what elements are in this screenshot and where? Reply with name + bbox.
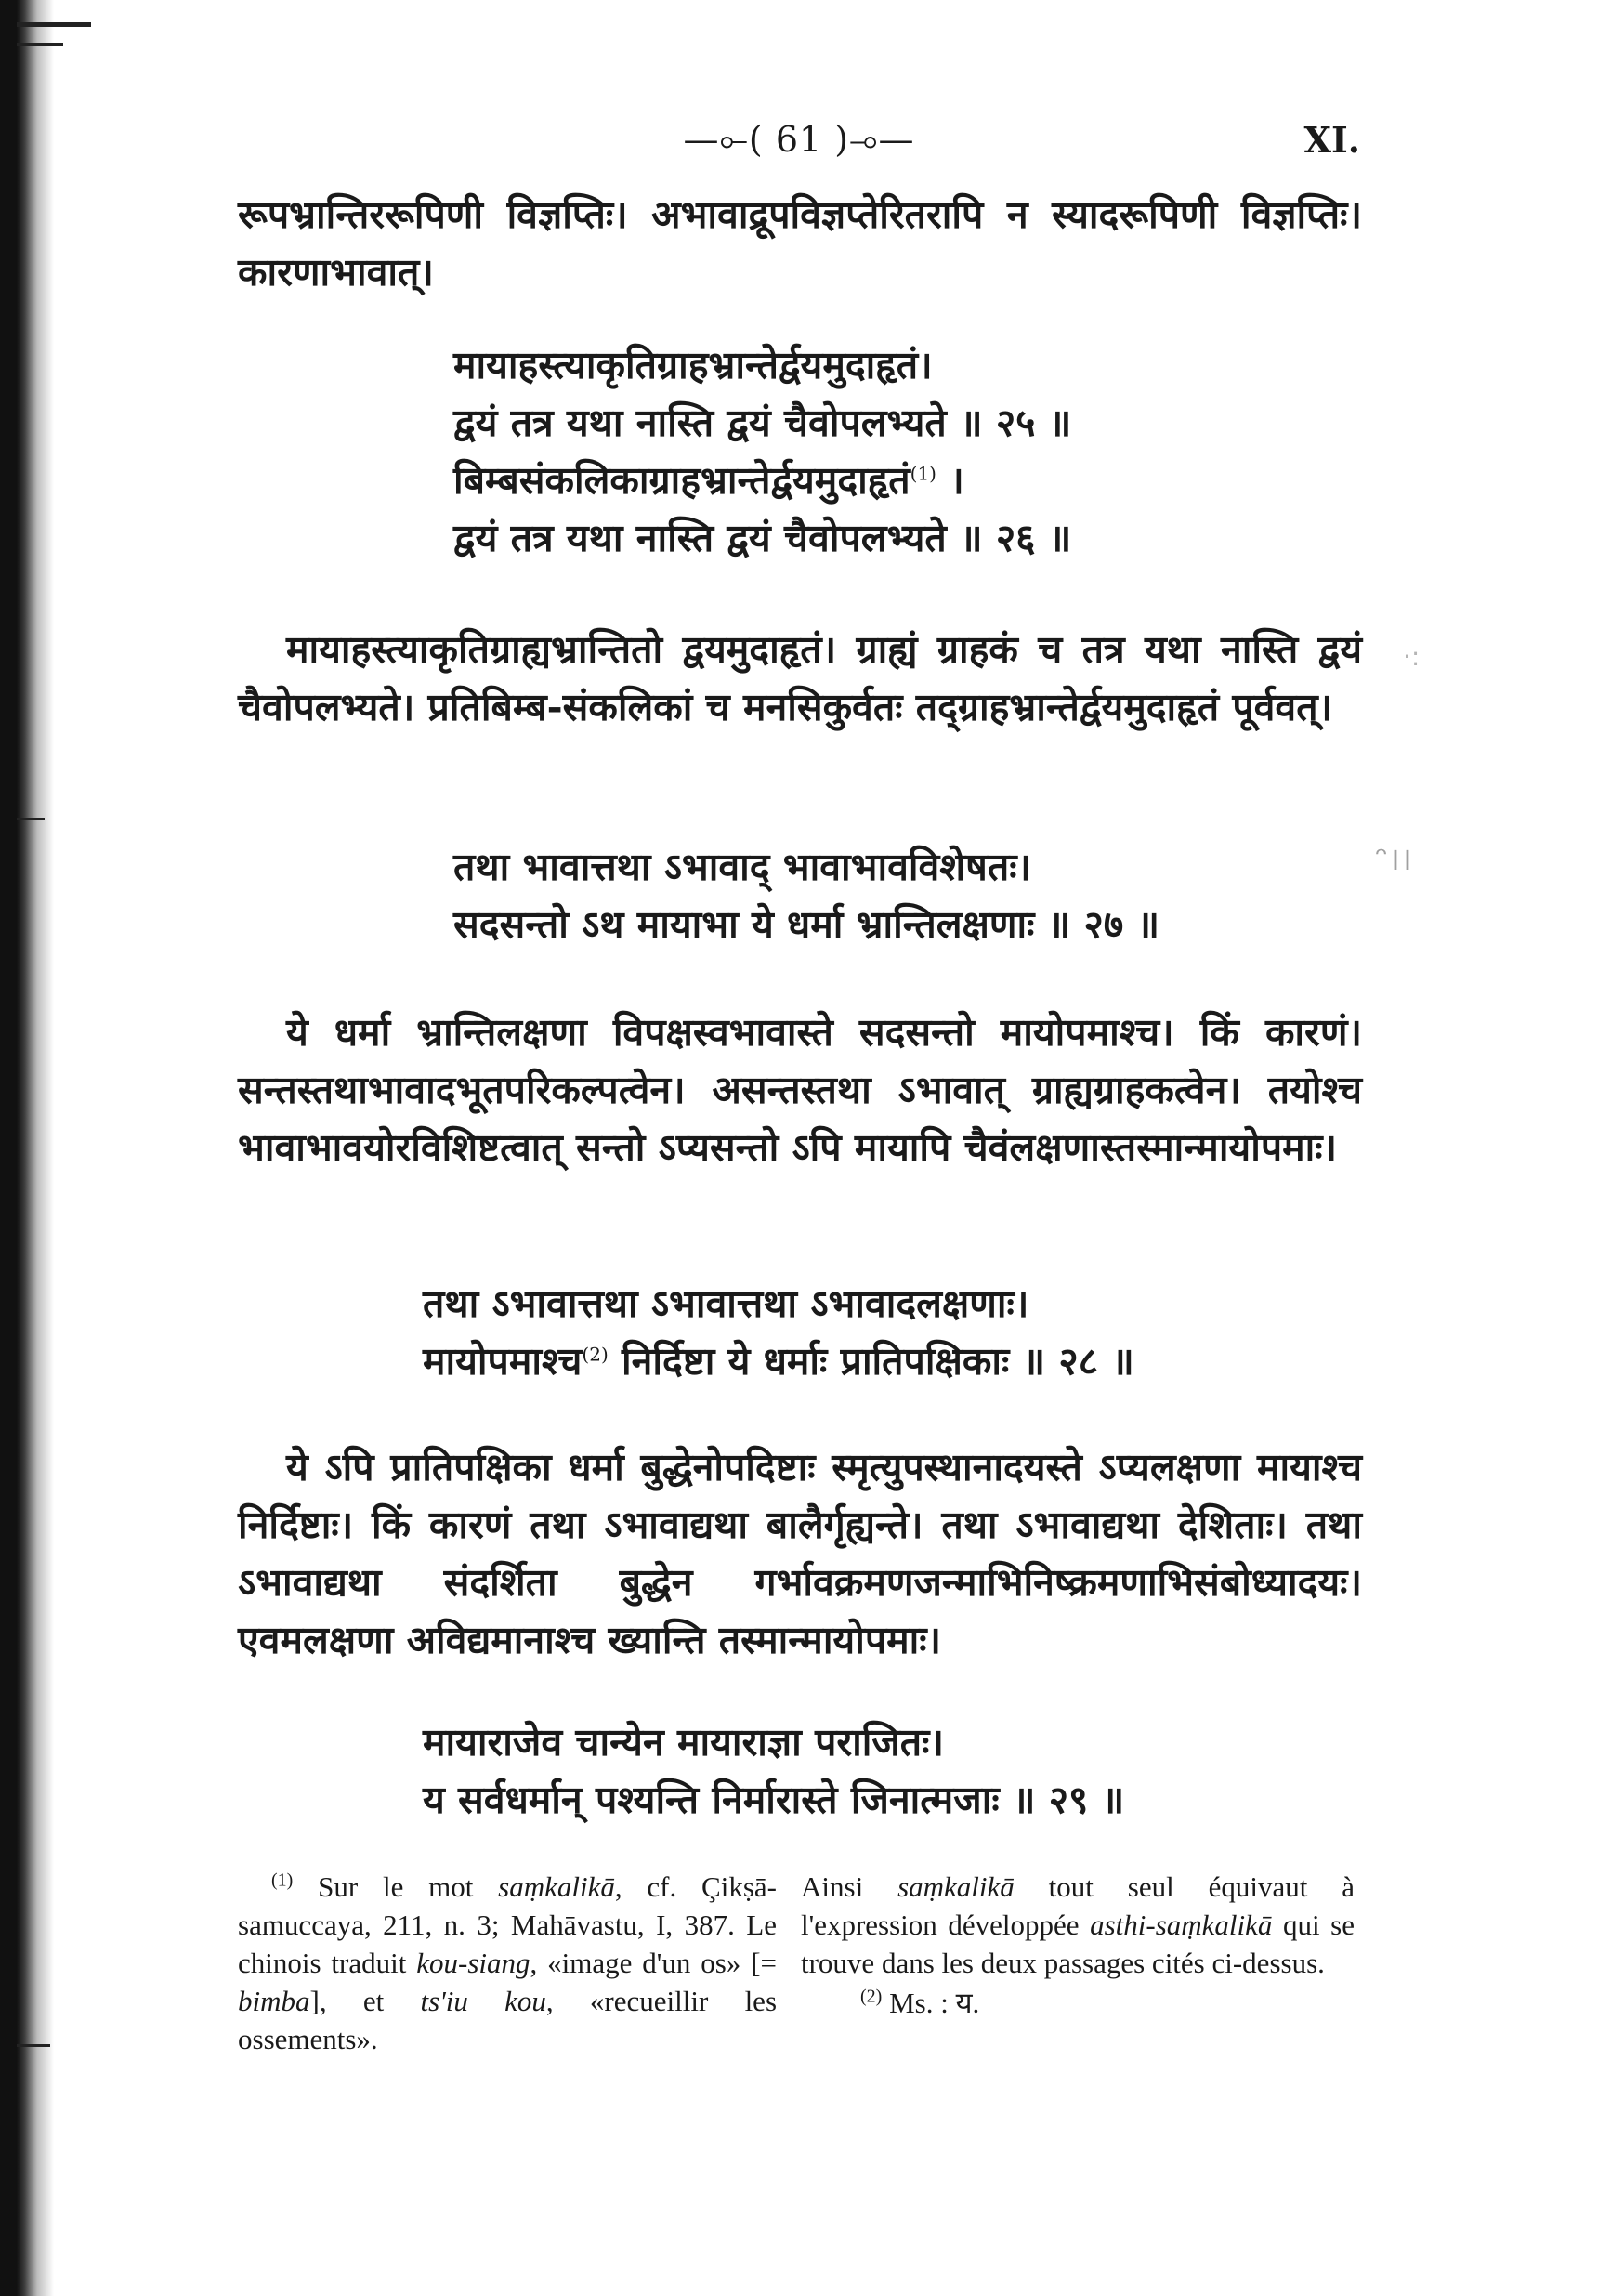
- pencil-marginalia: ᵔ।।: [1375, 841, 1412, 878]
- prose-paragraph-2: मायाहस्त्याकृतिग्राह्यभ्रान्तितो द्वयमुदाहृतं। ग्राह्यं ग्राहकं च तत्र यथा नास्ति द्वयं चैवोपलभ्यते। प्रतिबिम्ब-संकलिकां च मनसिकुर्वतः तद्ग्राहभ्रान्तेर्द्वयमुदाहृतं पूर्ववत्।: [238, 627, 1362, 729]
- footnote-1: [238, 1868, 777, 2058]
- footnote-column-right: [801, 1868, 1355, 2022]
- book-binding-edge: [0, 0, 54, 2296]
- footnote-1-continuation: [801, 1868, 1355, 1982]
- footnote-marker: (1): [271, 1870, 294, 1891]
- footnote-text: , «image d'un os» [=: [530, 1947, 777, 1979]
- footnote-italic: bimba: [238, 1985, 310, 2017]
- footnote-ref-1: (1): [910, 462, 936, 485]
- verse-line: द्वयं तत्र यथा नास्ति द्वयं चैवोपलभ्यते ॥ २५ ॥: [453, 400, 1072, 445]
- pencil-marginalia: ·:: [1403, 641, 1421, 672]
- prose-paragraph-3: ये धर्मा भ्रान्तिलक्षणा विपक्षस्वभावास्ते सदसन्तो मायोपमाश्च। किं कारणं। सन्तस्तथाभावादभूतपरिकल्पत्वेन। असन्तस्तथा ऽभावात् ग्राह्यग्राहकत्वेन। तयोश्च भावाभावयोरविशिष्टत्वात् सन्तो ऽप्यसन्तो ऽपि मायापि चैवंलक्षणास्तस्मान्मायोपमाः।: [238, 1010, 1362, 1170]
- footnote-ref-2: (2): [582, 1343, 609, 1366]
- verse-line-text: निर्दिष्टा ये धर्माः प्रातिपक्षिकाः ॥ २८ ॥: [622, 1339, 1134, 1384]
- binding-mark: [17, 22, 91, 27]
- verse-line: तथा ऽभावात्तथा ऽभावात्तथा ऽभावादलक्षणाः।: [423, 1281, 1029, 1326]
- verse-line: [453, 452, 1071, 509]
- binding-mark: [17, 818, 45, 820]
- verse-line: मायाराजेव चान्येन मायाराज्ञा पराजितः।: [423, 1720, 944, 1765]
- section-number: XI.: [1303, 119, 1360, 161]
- footnote-marker: (2): [860, 1986, 883, 2007]
- footnote-italic: saṃkalikā: [498, 1870, 615, 1903]
- footnote-text: tout seul équivaut à l'expression développée: [801, 1870, 1355, 1941]
- verse-block-27: [453, 838, 1159, 953]
- verse-line: तथा भावात्तथा ऽभावाद् भावाभावविशेषतः।: [453, 845, 1032, 889]
- verse-block-28: [423, 1275, 1134, 1390]
- verse-line: य सर्वधर्मान् पश्यन्ति निर्मारास्ते जिनात्मजाः ॥ २९ ॥: [423, 1778, 1125, 1822]
- footnote-italic: saṃkalikā: [897, 1870, 1015, 1903]
- footnote-text: Ms. : य.: [882, 1987, 980, 2019]
- verse-line: मायाहस्त्याकृतिग्राहभ्रान्तेर्द्वयमुदाहृतं।: [453, 343, 933, 387]
- page-header: [0, 119, 1624, 175]
- verse-line: [423, 1332, 1134, 1390]
- verse-block-29: [423, 1713, 1124, 1829]
- footnote-text: Ainsi: [801, 1870, 898, 1903]
- binding-mark: [17, 2044, 50, 2047]
- verse-block-25-26: [453, 336, 1071, 567]
- verse-line-text: बिम्बसंकलिकाग्राहभ्रान्तेर्द्वयमुदाहृतं: [453, 458, 910, 503]
- verse-line-end: ।: [950, 458, 964, 503]
- footnote-text: , cf. Çikṣā-samuccaya, 211, n. 3; Mahāvastu, I, 387. Le chinois traduit: [238, 1870, 777, 1979]
- footnote-text: Sur le mot: [293, 1870, 499, 1903]
- footnote-text: qui se trouve dans les deux passages cités ci-dessus.: [801, 1909, 1355, 1979]
- footnote-italic: asthi-saṃkalikā: [1090, 1909, 1273, 1941]
- page-number: —⟜( 61 )⊸—: [683, 119, 915, 160]
- prose-paragraph-4: ये ऽपि प्रातिपक्षिका धर्मा बुद्धेनोपदिष्टाः स्मृत्युपस्थानादयस्ते ऽप्यलक्षणा मायाश्च निर्दिष्टाः। किं कारणं तथा ऽभावाद्यथा बालैर्गृह्यन्ते। तथा ऽभावाद्यथा देशिताः। तथा ऽभावाद्यथा संदर्शिता बुद्धेन गर्भावक्रमणजन्माभिनिष्क्रमणाभिसंबोध्यादयः। एवमलक्षणा अविद्यमानाश्च ख्यान्ति तस्मान्मायोपमाः।: [238, 1445, 1362, 1662]
- footnote-2: [801, 1984, 1355, 2022]
- prose-paragraph-1: रूपभ्रान्तिररूपिणी विज्ञप्तिः। अभावाद्रूपविज्ञप्तेरितरापि न स्यादरूपिणी विज्ञप्तिः। कारणाभावात्।: [238, 192, 1362, 295]
- verse-line-text: मायोपमाश्च: [423, 1339, 583, 1384]
- verse-line: सदसन्तो ऽथ मायाभा ये धर्मा भ्रान्तिलक्षणाः ॥ २७ ॥: [453, 902, 1160, 947]
- verse-line: द्वयं तत्र यथा नास्ति द्वयं चैवोपलभ्यते ॥ २६ ॥: [453, 516, 1072, 560]
- footnote-italic: ts'iu kou: [420, 1985, 546, 2017]
- footnote-text: , «recueillir les ossements».: [238, 1985, 778, 2055]
- binding-mark: [17, 43, 63, 46]
- footnote-text: ], et: [309, 1985, 421, 2017]
- footnote-italic: kou-siang: [416, 1947, 530, 1979]
